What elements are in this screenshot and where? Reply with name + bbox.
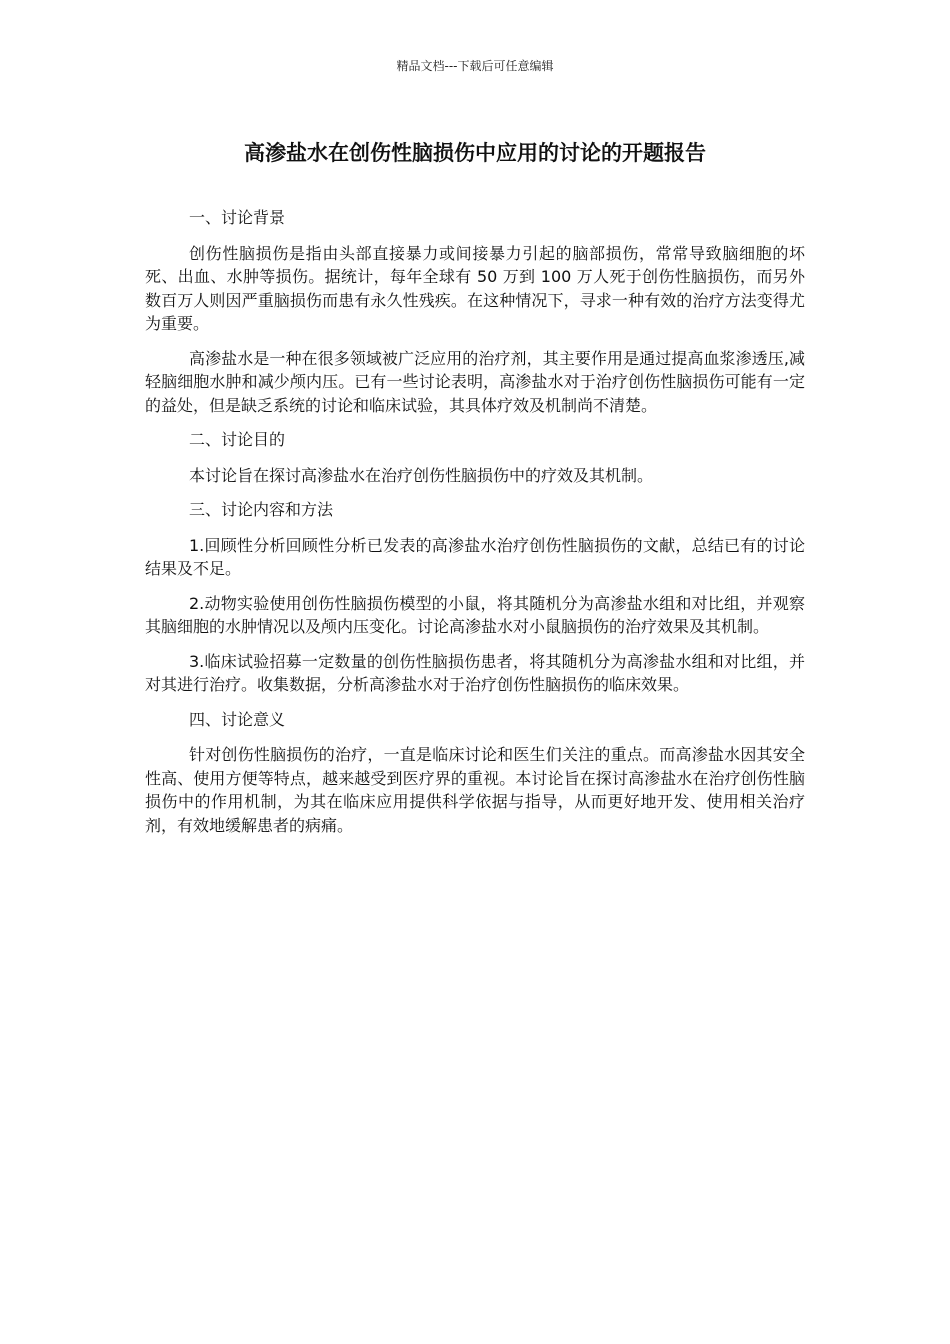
paragraph-methods-clinical: 3.临床试验招募一定数量的创伤性脑损伤患者，将其随机分为高渗盐水组和对比组，并对其进行治疗。收集数据，分析高渗盐水对于治疗创伤性脑损伤的临床效果。 xyxy=(145,651,805,694)
section-heading-background: 一、讨论背景 xyxy=(189,208,286,227)
section-heading-content-methods: 三、讨论内容和方法 xyxy=(189,500,334,519)
paragraph-background-1: 创伤性脑损伤是指由头部直接暴力或间接暴力引起的脑部损伤，常常导致脑细胞的坏死、出血、水肿等损伤。据统计，每年全球有 50 万到 100 万人死于创伤性脑损伤，而另外数百万人则因严重脑损伤而患有永久性残疾。在这种情况下，寻求一种有效的治疗方法变得尤为重要。 xyxy=(145,243,805,333)
paragraph-significance-1: 针对创伤性脑损伤的治疗，一直是临床讨论和医生们关注的重点。而高渗盐水因其安全性高、使用方便等特点，越来越受到医疗界的重视。本讨论旨在探讨高渗盐水在治疗创伤性脑损伤中的作用机制，为其在临床应用提供科学依据与指导，从而更好地开发、使用相关治疗剂，有效地缓解患者的病痛。 xyxy=(145,745,805,835)
document-body xyxy=(145,206,805,848)
section-heading-purpose: 二、讨论目的 xyxy=(189,430,286,449)
paragraph-purpose-1: 本讨论旨在探讨高渗盐水在治疗创伤性脑损伤中的疗效及其机制。 xyxy=(189,465,654,485)
paragraph-methods-retrospective: 1.回顾性分析回顾性分析已发表的高渗盐水治疗创伤性脑损伤的文献，总结已有的讨论结果及不足。 xyxy=(145,535,805,578)
document-title: 高渗盐水在创伤性脑损伤中应用的讨论的开题报告 xyxy=(244,141,706,165)
paragraph-background-2: 高渗盐水是一种在很多领域被广泛应用的治疗剂，其主要作用是通过提高血浆渗透压,减轻脑细胞水肿和减少颅内压。已有一些讨论表明，高渗盐水对于治疗创伤性脑损伤可能有一定的益处，但是缺乏系统的讨论和临床试验，其具体疗效及机制尚不清楚。 xyxy=(145,348,805,415)
paragraph-methods-animal: 2.动物实验使用创伤性脑损伤模型的小鼠，将其随机分为高渗盐水组和对比组，并观察其脑细胞的水肿情况以及颅内压变化。讨论高渗盐水对小鼠脑损伤的治疗效果及其机制。 xyxy=(145,593,805,636)
section-heading-significance: 四、讨论意义 xyxy=(189,709,286,729)
header-note: 精品文档---下载后可任意编辑 xyxy=(396,59,554,73)
